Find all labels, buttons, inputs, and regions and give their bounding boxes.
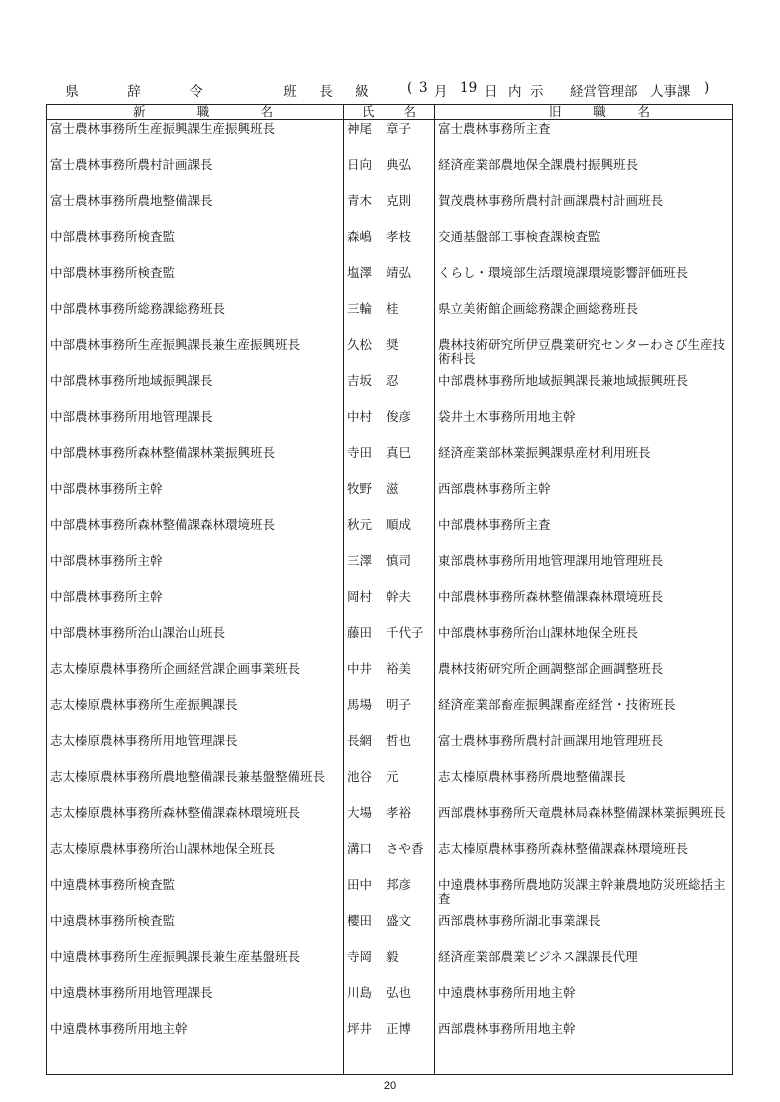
table-row [47, 336, 733, 372]
heading-notice-char: 内 [508, 84, 522, 100]
header-char: 名 [403, 104, 416, 119]
old-post-cell: 中部農林事務所主査 [435, 516, 733, 552]
new-post-cell: 中部農林事務所治山課治山班長 [47, 624, 344, 660]
new-post-cell: 中部農林事務所検査監 [47, 264, 344, 300]
given-name: 哲也 [386, 732, 412, 748]
surname: 神尾 [347, 121, 373, 136]
surname: 森嶋 [347, 228, 373, 244]
table-header-row [47, 105, 733, 120]
heading-char: 令 [189, 84, 203, 100]
given-name: 忍 [386, 372, 399, 388]
given-name: 奨 [386, 336, 399, 352]
table-row [47, 804, 733, 840]
name-header [344, 105, 435, 120]
given-name: 千代子 [386, 624, 424, 640]
surname: 櫻田 [347, 912, 373, 928]
name-cell [344, 444, 435, 480]
old-post-cell: 袋井土木事務所用地主幹 [435, 408, 733, 444]
given-name: 明子 [386, 696, 412, 712]
given-name: 克則 [386, 192, 412, 208]
given-name: 慎司 [386, 552, 412, 568]
table-row [47, 372, 733, 408]
old-post-cell: 志太榛原農林事務所農地整備課長 [435, 768, 733, 804]
given-name: 正博 [386, 1020, 412, 1036]
name-cell [344, 408, 435, 444]
personnel-table [46, 104, 733, 1075]
given-name: 孝枝 [386, 228, 412, 244]
name-cell [344, 768, 435, 804]
heading-division: 人事課 [650, 84, 691, 100]
old-post-cell: 農林技術研究所企画調整部企画調整班長 [435, 660, 733, 696]
heading-month: 3 [419, 80, 428, 96]
old-post-cell: 県立美術館企画総務課企画総務班長 [435, 300, 733, 336]
name-cell [344, 948, 435, 984]
new-post-cell: 中部農林事務所森林整備課森林環境班長 [47, 516, 344, 552]
new-post-cell: 富士農林事務所農村計画課長 [47, 156, 344, 192]
given-name: 元 [386, 768, 399, 784]
table-row [47, 444, 733, 480]
name-cell [344, 120, 435, 156]
table-row [47, 300, 733, 336]
old-post-cell: 東部農林事務所用地管理課用地管理班長 [435, 552, 733, 588]
old-post-cell: 賀茂農林事務所農村計画課農村計画班長 [435, 192, 733, 228]
table-row [47, 624, 733, 660]
table-row [47, 984, 733, 1020]
surname: 川島 [347, 984, 373, 1000]
name-cell [344, 840, 435, 876]
surname: 坪井 [347, 1020, 373, 1036]
given-name: 滋 [386, 480, 399, 496]
grade-char: 長 [319, 84, 333, 100]
surname: 青木 [347, 192, 373, 208]
new-post-cell: 中部農林事務所総務課総務班長 [47, 300, 344, 336]
page-number: 20 [383, 1080, 397, 1092]
table-row [47, 156, 733, 192]
given-name: 裕美 [386, 660, 412, 676]
header-char: 職 [593, 104, 606, 119]
name-cell [344, 156, 435, 192]
table-row [47, 696, 733, 732]
old-post-cell: 中部農林事務所治山課林地保全班長 [435, 624, 733, 660]
grade-char: 級 [355, 84, 369, 100]
old-post-cell: 西部農林事務所主幹 [435, 480, 733, 516]
new-post-cell: 中遠農林事務所検査監 [47, 912, 344, 948]
name-cell [344, 192, 435, 228]
grade-char: 班 [283, 84, 297, 100]
table-row [47, 912, 733, 948]
name-cell [344, 984, 435, 1020]
name-cell [344, 732, 435, 768]
name-cell [344, 300, 435, 336]
old-post-cell: 経済産業部農業ビジネス課課長代理 [435, 948, 733, 984]
heading-month-unit: 月 [434, 84, 448, 100]
surname: 大場 [347, 804, 373, 820]
given-name: 章子 [386, 121, 412, 136]
header-char: 名 [260, 104, 273, 119]
old-post-cell: くらし・環境部生活環境課環境影響評価班長 [435, 264, 733, 300]
old-post-cell: 経済産業部林業振興課県産材利用班長 [435, 444, 733, 480]
name-cell [344, 552, 435, 588]
new-post-cell: 中部農林事務所主幹 [47, 588, 344, 624]
new-post-cell: 中遠農林事務所用地主幹 [47, 1020, 344, 1075]
header-char: 旧 [549, 104, 562, 119]
table-row [47, 264, 733, 300]
old-post-cell: 西部農林事務所用地主幹 [435, 1020, 733, 1075]
given-name: 孝裕 [386, 804, 412, 820]
table-row [47, 876, 733, 912]
given-name: 典弘 [386, 156, 412, 172]
surname: 寺岡 [347, 948, 373, 964]
table-row [47, 120, 733, 156]
table-row [47, 588, 733, 624]
surname: 溝口 [347, 840, 373, 856]
given-name: 幹夫 [386, 588, 412, 604]
table-row [47, 228, 733, 264]
name-cell [344, 588, 435, 624]
surname: 久松 [347, 336, 373, 352]
name-cell [344, 264, 435, 300]
new-post-cell: 富士農林事務所生産振興課生産振興班長 [47, 120, 344, 156]
name-cell [344, 516, 435, 552]
old-post-cell: 経済産業部農地保全課農村振興班長 [435, 156, 733, 192]
surname: 池谷 [347, 768, 373, 784]
new-post-cell: 中遠農林事務所検査監 [47, 876, 344, 912]
name-cell [344, 336, 435, 372]
name-cell [344, 372, 435, 408]
given-name: 真巳 [386, 444, 412, 460]
new-post-cell: 中部農林事務所用地管理課長 [47, 408, 344, 444]
surname: 馬場 [347, 696, 373, 712]
surname: 田中 [347, 876, 373, 892]
surname: 吉坂 [347, 372, 373, 388]
header-char: 職 [196, 104, 210, 119]
old-post-cell: 農林技術研究所伊豆農業研究センターわさび生産技術科長 [435, 336, 733, 372]
table-row [47, 480, 733, 516]
new-post-cell: 中部農林事務所主幹 [47, 480, 344, 516]
old-post-cell: 中部農林事務所地域振興課長兼地域振興班長 [435, 372, 733, 408]
surname: 塩澤 [347, 264, 373, 280]
given-name: 桂 [386, 300, 399, 316]
old-post-cell: 中遠農林事務所用地主幹 [435, 984, 733, 1020]
name-cell [344, 1020, 435, 1075]
new-post-cell: 中部農林事務所森林整備課林業振興班長 [47, 444, 344, 480]
heading-notice-char: 示 [530, 84, 544, 100]
surname: 日向 [347, 156, 373, 172]
new-post-cell: 中部農林事務所生産振興課長兼生産振興班長 [47, 336, 344, 372]
table-row [47, 552, 733, 588]
given-name: 弘也 [386, 984, 412, 1000]
new-post-cell: 志太榛原農林事務所農地整備課長兼基盤整備班長 [47, 768, 344, 804]
table-row [47, 768, 733, 804]
header-char: 新 [133, 104, 146, 119]
name-cell [344, 912, 435, 948]
new-post-cell: 中遠農林事務所生産振興課長兼生産基盤班長 [47, 948, 344, 984]
header-char: 氏 [362, 104, 375, 119]
given-name: 靖弘 [386, 264, 412, 280]
old-post-cell: 富士農林事務所主査 [435, 120, 733, 156]
name-cell [344, 480, 435, 516]
new-post-cell: 富士農林事務所農地整備課長 [47, 192, 344, 228]
table-row [47, 1020, 733, 1075]
surname: 秋元 [347, 516, 373, 532]
given-name: 毅 [386, 948, 399, 964]
new-post-cell: 中遠農林事務所用地管理課長 [47, 984, 344, 1020]
given-name: さや香 [386, 840, 424, 856]
heading-department: 経営管理部 [570, 84, 638, 100]
surname: 長網 [347, 732, 373, 748]
name-cell [344, 804, 435, 840]
given-name: 順成 [386, 516, 412, 532]
old-post-cell: 西部農林事務所天竜農林局森林整備課林業振興班長 [435, 804, 733, 840]
table-row [47, 408, 733, 444]
old-post-header [435, 105, 733, 120]
new-post-cell: 志太榛原農林事務所生産振興課長 [47, 696, 344, 732]
close-paren: ) [704, 80, 710, 96]
document-heading [0, 80, 780, 100]
table-body [47, 120, 733, 1075]
heading-char: 県 [65, 84, 79, 100]
new-post-header [47, 105, 344, 120]
table-row [47, 948, 733, 984]
surname: 岡村 [347, 588, 373, 604]
surname: 寺田 [347, 444, 373, 460]
given-name: 盛文 [386, 912, 412, 928]
surname: 中村 [347, 408, 373, 424]
old-post-cell: 志太榛原農林事務所森林整備課森林環境班長 [435, 840, 733, 876]
new-post-cell: 志太榛原農林事務所企画経営課企画事業班長 [47, 660, 344, 696]
new-post-cell: 志太榛原農林事務所用地管理課長 [47, 732, 344, 768]
old-post-cell: 中遠農林事務所農地防災課主幹兼農地防災班総括主査 [435, 876, 733, 912]
table-row [47, 192, 733, 228]
surname: 藤田 [347, 624, 373, 640]
new-post-cell: 中部農林事務所検査監 [47, 228, 344, 264]
old-post-cell: 経済産業部畜産振興課畜産経営・技術班長 [435, 696, 733, 732]
heading-day-unit: 日 [484, 84, 498, 100]
old-post-cell: 富士農林事務所農村計画課用地管理班長 [435, 732, 733, 768]
given-name: 邦彦 [386, 876, 412, 892]
surname: 牧野 [347, 480, 373, 496]
given-name: 俊彦 [386, 408, 412, 424]
heading-day: 19 [460, 80, 478, 96]
old-post-cell: 中部農林事務所森林整備課森林環境班長 [435, 588, 733, 624]
name-cell [344, 228, 435, 264]
surname: 三輪 [347, 300, 373, 316]
heading-char: 辞 [127, 84, 141, 100]
new-post-cell: 中部農林事務所主幹 [47, 552, 344, 588]
name-cell [344, 660, 435, 696]
table-row [47, 840, 733, 876]
old-post-cell: 交通基盤部工事検査課検査監 [435, 228, 733, 264]
table-row [47, 732, 733, 768]
name-cell [344, 696, 435, 732]
surname: 三澤 [347, 552, 373, 568]
new-post-cell: 志太榛原農林事務所治山課林地保全班長 [47, 840, 344, 876]
name-cell [344, 624, 435, 660]
table-row [47, 516, 733, 552]
new-post-cell: 志太榛原農林事務所森林整備課森林環境班長 [47, 804, 344, 840]
table-row [47, 660, 733, 696]
header-char: 名 [637, 104, 650, 119]
open-paren: ( [407, 80, 413, 96]
surname: 中井 [347, 660, 373, 676]
new-post-cell: 中部農林事務所地域振興課長 [47, 372, 344, 408]
name-cell [344, 876, 435, 912]
old-post-cell: 西部農林事務所湖北事業課長 [435, 912, 733, 948]
